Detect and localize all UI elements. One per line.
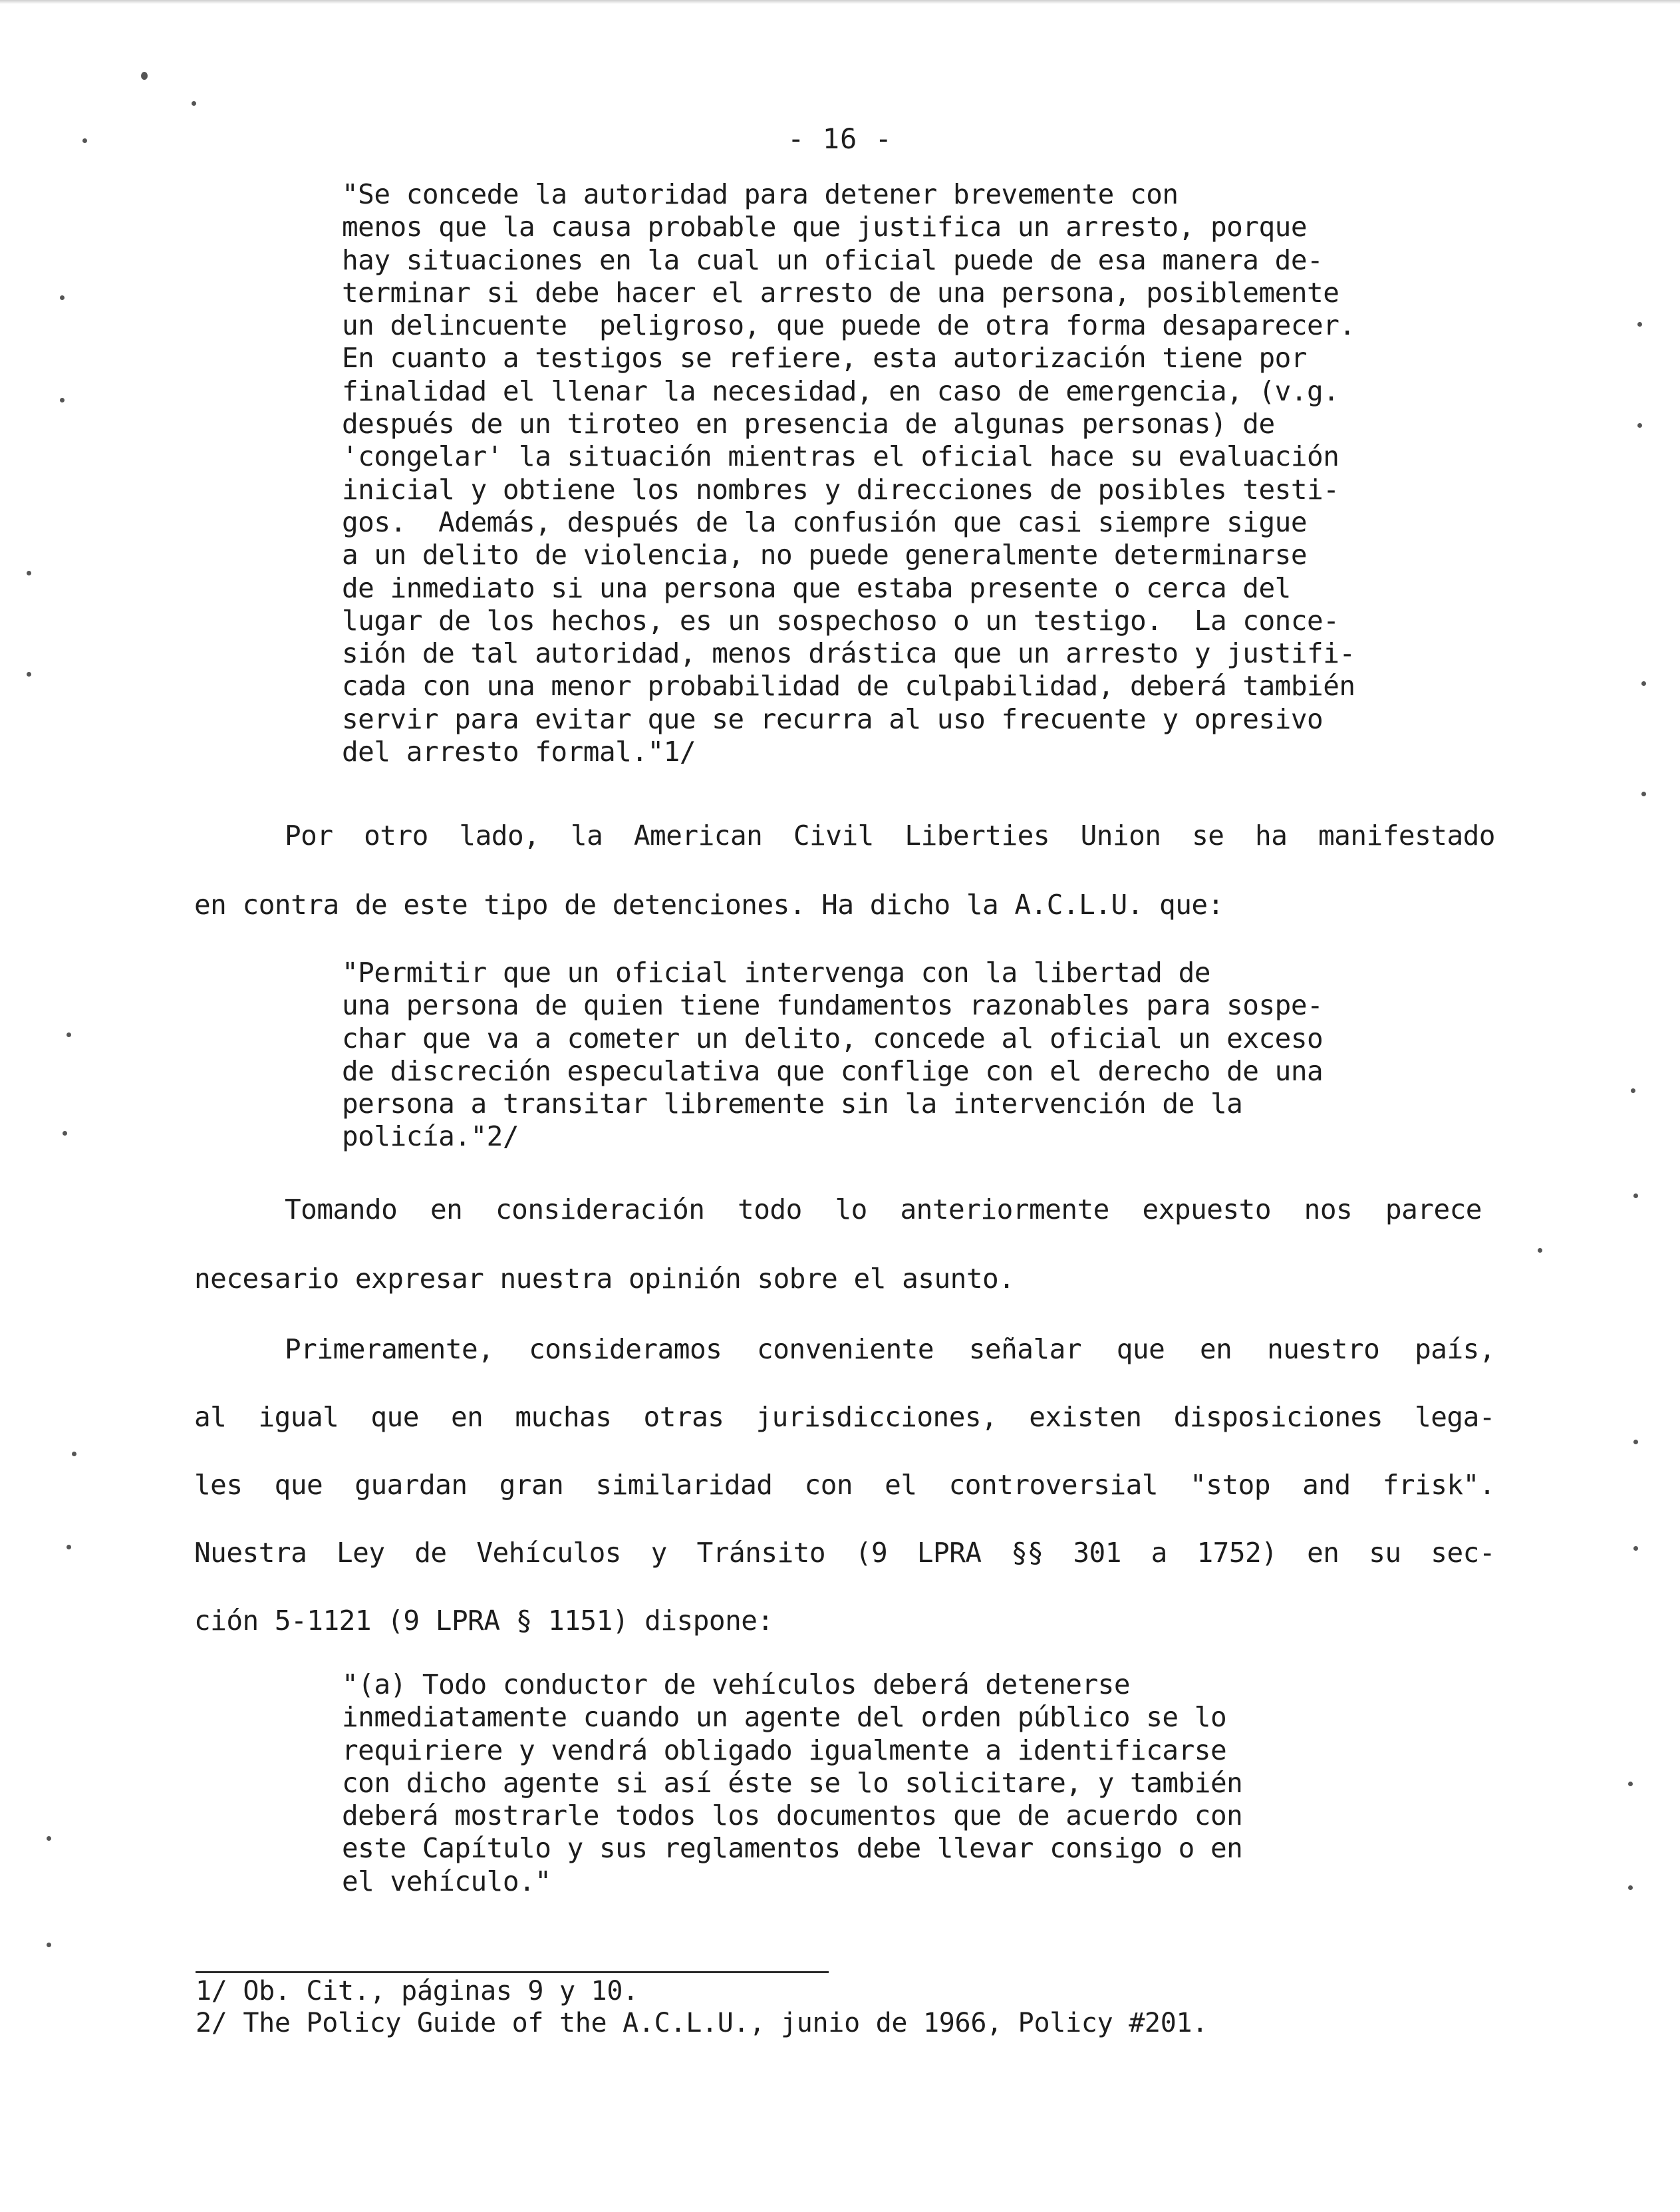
- block-quote-2: "Permitir que un oficial intervenga con la libertad de una persona de quien tiene fundamentos razonables para sospe- char que va a cometer un delito, concede al oficial un exceso de discreción especulativa que conflige con el derecho de una persona a transitar libremente sin la intervención de la policía."2/: [342, 957, 1324, 1153]
- scan-speck: [1633, 1546, 1638, 1551]
- scan-speck: [192, 101, 196, 106]
- paragraph-3-line-3: les que guardan gran similaridad con el controversial "stop and frisk".: [194, 1469, 1495, 1501]
- scan-speck: [27, 672, 31, 677]
- paragraph-3-line-2: al igual que en muchas otras jurisdicciones, existen disposiciones lega-: [194, 1401, 1495, 1433]
- scan-speck: [72, 1452, 76, 1456]
- scan-speck: [1628, 1885, 1633, 1890]
- scan-speck: [1641, 681, 1646, 686]
- paragraph-2-line-2: necesario expresar nuestra opinión sobre el asunto.: [194, 1263, 1015, 1295]
- footnote-2: 2/ The Policy Guide of the A.C.L.U., junio de 1966, Policy #201.: [196, 2008, 1208, 2038]
- scan-speck: [27, 571, 31, 575]
- scan-speck: [63, 1131, 67, 1136]
- scan-speck: [82, 138, 87, 143]
- scan-speck: [60, 398, 65, 402]
- paragraph-1-line-1: Por otro lado, la American Civil Liberties Union se ha manifestado: [285, 820, 1495, 852]
- block-quote-1: "Se concede la autoridad para detener brevemente con menos que la causa probable que justifica un arresto, porque hay situaciones en la cual un oficial puede de esa manera de- terminar si debe hacer el arresto de una persona, posiblemente un delincuente peligroso, que puede de otra forma desaparecer. En cuanto a testigos se refiere, esta autorización tiene por finalidad el llenar la necesidad, en caso de emergencia, (v.g. después de un tiroteo en presencia de algunas personas) de 'congelar' la situación mientras el oficial hace su evaluación inicial y obtiene los nombres y direcciones de posibles testi- gos. Además, después de la confusión que casi siempre sigue a un delito de violencia, no puede generalmente determinarse de inmediato si una persona que estaba presente o cerca del lugar de los hechos, es un sospechoso o un testigo. La conce- sión de tal autoridad, menos drástica que un arresto y justifi- cada con una menor probabilidad de culpabilidad, deberá también servir para evitar que se recurra al uso frecuente y opresivo del arresto formal."1/: [342, 178, 1355, 768]
- scan-speck: [1633, 1193, 1638, 1198]
- scan-speck: [60, 295, 65, 300]
- footnote-1: 1/ Ob. Cit., páginas 9 y 10.: [196, 1976, 638, 2006]
- block-quote-3: "(a) Todo conductor de vehículos deberá detenerse inmediatamente cuando un agente del orden público se lo requiriere y vendrá obligado igualmente a identificarse con dicho agente si así éste se lo solicitare, y también deberá mostrarle todos los documentos que de acuerdo con este Capítulo y sus reglamentos debe llevar consigo o en el vehículo.": [342, 1668, 1243, 1897]
- scan-speck: [1538, 1248, 1542, 1253]
- scan-speck: [67, 1032, 71, 1037]
- scan-speck: [1637, 322, 1642, 327]
- paragraph-2-line-1: Tomando en consideración todo lo anteriormente expuesto nos parece: [285, 1193, 1482, 1225]
- paragraph-3-line-5: ción 5-1121 (9 LPRA § 1151) dispone:: [194, 1605, 773, 1637]
- paragraph-3-line-1: Primeramente, consideramos conveniente señalar que en nuestro país,: [285, 1333, 1495, 1365]
- scan-speck: [47, 1943, 51, 1947]
- scan-speck: [1628, 1782, 1633, 1786]
- scan-speck: [1631, 1088, 1635, 1093]
- scan-speck: [67, 1545, 71, 1549]
- scan-speck: [1641, 792, 1646, 796]
- paragraph-1-line-2: en contra de este tipo de detenciones. Ha dicho la A.C.L.U. que:: [194, 889, 1224, 921]
- scan-speck: [141, 72, 148, 80]
- scan-speck: [1637, 423, 1642, 428]
- scan-speck: [1633, 1440, 1638, 1444]
- footnote-separator: [196, 1971, 829, 1973]
- paragraph-3-line-4: Nuestra Ley de Vehículos y Tránsito (9 LPRA §§ 301 a 1752) en su sec-: [194, 1537, 1495, 1569]
- page-number: - 16 -: [787, 122, 893, 155]
- scan-speck: [47, 1836, 51, 1841]
- page-top-edge: [0, 0, 1680, 4]
